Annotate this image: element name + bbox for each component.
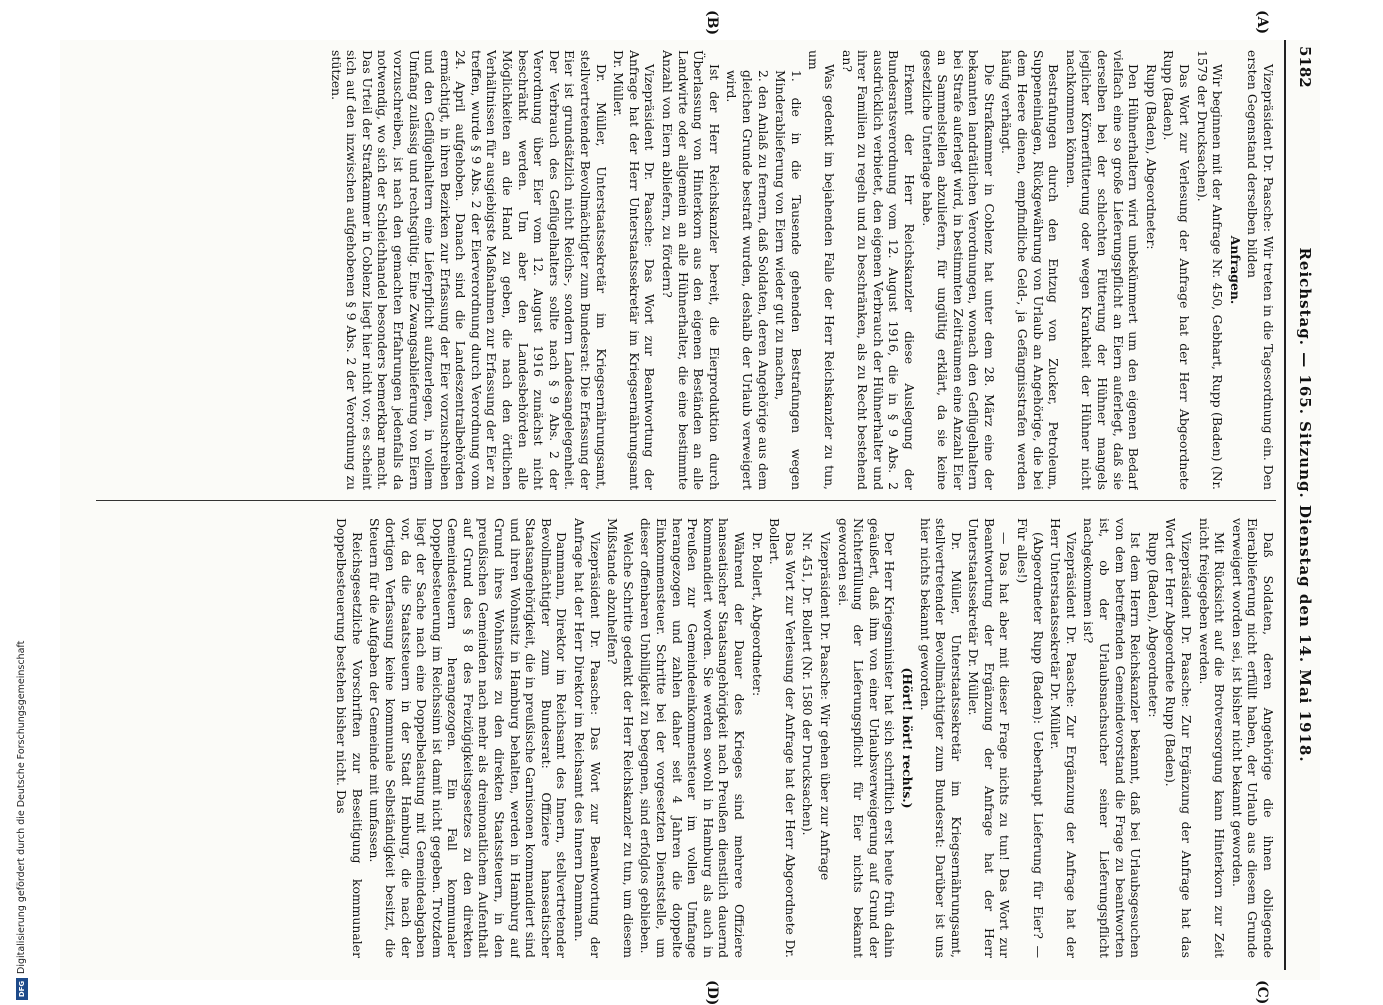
right-column-paragraph: Vizepräsident Dr. Paasche: Zur Ergänzung der Anfrage hat das Wort der Herr Abgeordnete Rupp (Baden). (1163, 518, 1195, 958)
left-column-paragraph: Vizepräsident Dr. Paasche: Das Wort zur Beantwortung der Anfrage hat der Herr Unterstaatssekretär im Kriegsernährungsamt Dr. Müller. (611, 50, 658, 490)
dfg-logo: DFG (16, 978, 28, 1000)
right-column-paragraph: Mit Rücksicht auf die Brotversorgung kann Hinterkorn zur Zeit nicht freigegeben werden. (1196, 518, 1228, 958)
margin-mark-c: (C) (1254, 980, 1270, 1005)
left-column-paragraph: Bestrafungen durch den Entzug von Zucker, Petroleum, Suppeneinlagen, Rückgewährung von Urlaub an Angehörige, die bei dem Heere dienen, empfindliche Geld-, ja Gefängnisstrafen werden häufig verhängt. (999, 50, 1062, 490)
page-number: 5182 (1296, 46, 1314, 88)
right-column-paragraph: Daß Soldaten, deren Angehörige die ihnen obliegende Eierablieferung nicht erfüllt haben, der Urlaub aus diesem Grunde verweigert worden sei, ist bisher nicht bekannt geworden. (1229, 518, 1276, 958)
left-column-paragraph: Dr. Müller, Unterstaatssekretär im Kriegsernährungsamt, stellvertretender Bevollmächtigter zum Bundesrat: Die Erfassung der Eier ist grundsätzlich nicht Reichs-, sondern Landesangelegenheit. Der Verbrauch des Geflügelhalters sollte nach § 9 Abs. 2 der Verordnung über Eier vom 12. August 1916 zunächst nicht beschränkt werden. Um aber den Landesbehörden alle Möglichkeiten an die Hand zu geben, die nach den örtlichen Verhältnissen für ausgiebigste Maßnahmen zur Erfassung der Eier zu treffen, wurde § 9 Abs. 2 der Eierverordnung durch Verordnung vom 24. April aufgehoben. Danach sind die Landeszentralbehörden ermächtigt, in ihren Bezirken zur Erfassung der Eier vorzuschreiben und den Geflügelhaltern eine Lieferpflicht aufzuerlegen, in vollem Umfang zulässig und rechtsgültig. Eine Zwangsablieferung von Eiern vorzuschreiben, ist nach den gemachten Erfahrungen jedenfalls da notwendig, wo sich der Schleichhandel besonders bemerkbar macht. Das Urteil der Strafkammer in Coblenz liegt hier nicht vor; es scheint sich auf den inzwischen aufgehobenen § 9 Abs. 2 der Verordnung zu stützen. (328, 50, 609, 490)
left-column-paragraph: Vizepräsident Dr. Paasche: Wir treten in die Tagesordnung ein. Den ersten Gegenstand derselben bilden (1245, 50, 1276, 490)
page-title: Reichstag. — 165. Sitzung. Dienstag den 14. Mai 1918. (1296, 247, 1314, 763)
left-column-paragraph: Rupp (Baden), Abgeordneter: (1143, 64, 1159, 250)
right-column-paragraph: Das Wort zur Verlesung der Anfrage hat der Herr Abgeordnete Dr. Bollert. (767, 518, 798, 958)
right-column-paragraph: (Abgeordneter Rupp (Baden): Ueberhaupt Lieferung für Eier? — Für alles!) (1015, 518, 1046, 958)
right-text-column (96, 518, 1276, 958)
left-column-paragraph: 1. die in die Tausende gehenden Bestrafungen wegen Minderablieferung von Eiern wieder gut zu machen, (773, 70, 804, 490)
left-column-paragraph: Erkennt der Herr Reichskanzler diese Auslegung der Bundesratsverordnung vom 12. August 1916, die in § 9 Abs. 2 ausdrücklich verbietet, den eigenen Verbrauch der Hühnerhalter und ihrer Familien zu regeln und zu beschränken, als zu Recht bestehend an? (839, 50, 917, 490)
left-column-paragraph: Das Wort zur Verlesung der Anfrage hat der Herr Abgeordnete Rupp (Baden). (1161, 50, 1193, 490)
left-column-paragraph: Anfragen. (1227, 235, 1243, 305)
right-column-paragraph: Ist dem Herrn Reichskanzler bekannt, daß bei Urlaubsgesuchen von dem betreffenden Gemeindevorstand die Frage zu beantworten ist, ob der Urlaubsnachsucher seiner Lieferungspflicht nachgekommen ist? (1081, 518, 1144, 958)
right-column-paragraph: Dammann, Direktor im Reichsamt des Innern, stellvertretender Bevollmächtigter zum Bundesrat: Offiziere hanseatischer Staatsangehörigkeit, die in preußische Garnisonen kommandiert sind und ihren Wohnsitz in Hamburg behalten, werden in Hamburg auf Grund ihres Wohnsitzes zu den direkten Staatssteuern, in den preußischen Gemeinden nach mehr als dreimonatlichem Aufenthalt auf Grund des § 8 des Freizügigkeitsgesetzes zu den direkten Gemeindesteuern herangezogen. Ein Fall kommunaler Doppelbesteuerung im Reichssinn ist damit nicht gegeben. Trotzdem liegt der Sache nach eine Doppelbelastung mit Gemeindeabgaben vor, da die Staatssteuern in der Stadt Hamburg, die nach der dortigen Verfassung keine kommunale Selbständigkeit besitzt, die Steuern für die Aufgaben der Gemeinde mit umfassen. (367, 518, 570, 958)
page-header (1284, 40, 1320, 970)
margin-mark-a: (A) (1254, 10, 1270, 35)
right-column-paragraph: Welche Schritte gedenkt der Herr Reichskanzler zu tun, um diesem Mißstande abzuhelfen? (605, 518, 636, 958)
left-text-column (96, 50, 1276, 490)
footer-text: Digitalisierung gefördert durch die Deutsche Forschungsgemeinschaft (16, 640, 27, 974)
right-column-paragraph: — Das hat aber mit dieser Frage nichts zu tun! Das Wort zur Beantwortung der Ergänzung der Anfrage hat der Herr Unterstaatssekretär Dr. Müller. (966, 518, 1013, 958)
right-column-paragraph: Dr. Bollert, Abgeordneter: (749, 532, 765, 697)
left-column-paragraph: 2. den Anlaß zu fernern, daß Soldaten, deren Angehörige aus dem gleichen Grunde bestraft wurden, deshalb der Urlaub verweigert wird. (724, 70, 771, 490)
left-column-paragraph: Was gedenkt im bejahenden Falle der Herr Reichskanzler zu tun, um (806, 50, 837, 490)
scanned-page (60, 10, 1320, 1005)
right-column-paragraph: Reichsgesetzliche Vorschriften zur Beseitigung kommunaler Doppelbesteuerung bestehen bisher nicht. Das (334, 518, 365, 958)
margin-mark-b: (B) (704, 10, 720, 36)
right-column-paragraph: Dr. Müller, Unterstaatssekretär im Kriegsernährungsamt, stellvertretender Bevollmächtigter zum Bundesrat: Darüber ist uns hier nichts bekannt geworden. (917, 518, 964, 958)
digitization-footer (14, 605, 30, 1000)
left-column-paragraph: Ist der Herr Reichskanzler bereit, die Eierproduktion durch Überlassung von Hinterkorn aus den eigenen Beständen an alle Landwirte oder allgemein an alle Hühnerhalter, die eine bestimmte Anzahl von Eiern abliefern, zu fördern? (660, 50, 722, 490)
rotated-page-content (70, 10, 1320, 1005)
margin-mark-d: (D) (704, 980, 720, 1005)
right-column-paragraph: Vizepräsident Dr. Paasche: Das Wort zur Beantwortung der Anfrage hat der Herr Direktor im Reichsamt des Innern Dammann. (572, 518, 603, 958)
right-column-paragraph: Nr. 451, Dr. Bollert (Nr. 1580 der Drucksachen). (800, 532, 816, 836)
column-divider (96, 500, 1276, 501)
left-column-paragraph: Wir beginnen mit der Anfrage Nr. 450, Gebhart, Rupp (Baden) (Nr. 1579 der Drucksachen). (1194, 50, 1226, 490)
right-column-paragraph: Vizepräsident Dr. Paasche: Zur Ergänzung der Anfrage hat der Herr Unterstaatssekretär Dr. Müller. (1048, 518, 1079, 958)
right-column-paragraph: Vizepräsident Dr. Paasche: Wir gehen über zur Anfrage (817, 532, 833, 881)
right-column-paragraph: Der Herr Kriegsminister hat sich schriftlich erst heute früh dahin geäußert, daß ihm von einer Urlaubsverweigerung auf Grund der Nichterfüllung der Lieferungspflicht für Eier nichts bekannt geworden sei. (835, 518, 898, 958)
right-column-paragraph: Rupp (Baden), Abgeordneter: (1145, 532, 1161, 718)
left-column-paragraph: Den Hühnerhaltern wird unbekümmert um den eigenen Bedarf vielfach eine so große Lieferungspflicht an Eiern auferlegt, daß sie derselben bei der schlechten Fütterung der Hühner mangels jeglicher Körnerfütterung oder wegen Krankheit der Hühner nicht nachkommen können. (1063, 50, 1142, 490)
right-column-paragraph: (Hört! hört! rechts.) (899, 667, 915, 809)
right-column-paragraph: Während der Dauer des Krieges sind mehrere Offiziere hanseatischer Staatsangehörigkeit nach Preußen dienstlich dauernd kommandiert worden. Sie werden sowohl in Hamburg als auch in Preußen zur Gemeindeeinkommensteuer im vollen Umfange herangezogen und zahlen daher seit 4 Jahren die doppelte Einkommensteuer. Schritte bei der vorgesetzten Dienststelle, um dieser offenbaren Unbilligkeit zu begegnen, sind erfolglos geblieben. (638, 518, 747, 958)
left-column-paragraph: Die Strafkammer in Coblenz hat unter dem 28. März eine der bekannten landrätlichen Verordnungen, wonach den Geflügelhaltern bei Strafe auferlegt wird, in bestimmten Zeiträumen eine Anzahl Eier an Sammelstellen abzuliefern, für ungültig erklärt, da sie keine gesetzliche Unterlage habe. (919, 50, 997, 490)
